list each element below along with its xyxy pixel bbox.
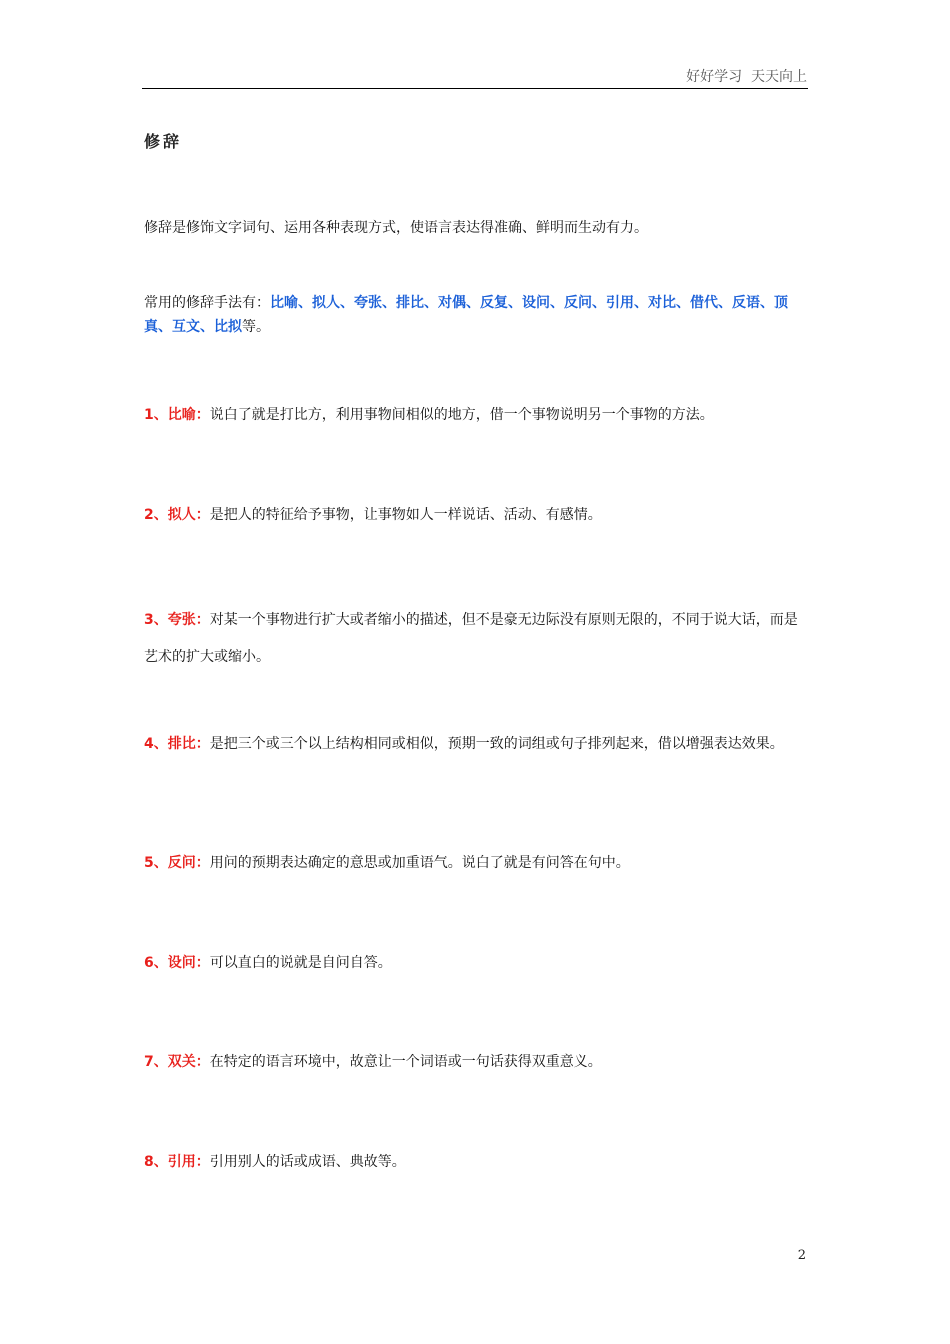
methods-tail: 等。 <box>242 319 270 335</box>
item-parallelism <box>144 726 808 763</box>
page-number: 2 <box>797 1248 806 1263</box>
item-text: 对某一个事物进行扩大或者缩小的描述，但不是豪无边际没有原则无限的，不同于说大话，而是艺术的扩大或缩小。 <box>144 612 798 665</box>
item-label: 4、排比： <box>144 736 210 752</box>
item-label: 3、夸张： <box>144 612 210 628</box>
item-label: 6、设问： <box>144 955 210 971</box>
item-quotation <box>144 1150 808 1174</box>
item-hyperbole <box>144 602 808 676</box>
item-text: 在特定的语言环境中，故意让一个词语或一句话获得双重意义。 <box>209 1054 602 1070</box>
item-text: 可以直白的说就是自问自答。 <box>209 955 392 971</box>
item-hypophora <box>144 951 808 975</box>
item-personification <box>144 503 808 527</box>
item-rhetorical-question <box>144 851 808 875</box>
item-label: 2、拟人： <box>144 507 210 523</box>
item-text: 说白了就是打比方，利用事物间相似的地方，借一个事物说明另一个事物的方法。 <box>209 407 714 423</box>
methods-lead: 常用的修辞手法有： <box>144 295 270 311</box>
item-label: 7、双关： <box>144 1054 210 1070</box>
header-divider <box>142 88 808 89</box>
item-pun <box>144 1050 808 1074</box>
item-text: 是把三个或三个以上结构相同或相似，预期一致的词组或句子排列起来，借以增强表达效果。 <box>209 736 784 752</box>
page-title: 修辞 <box>144 132 183 151</box>
item-text: 用问的预期表达确定的意思或加重语气。说白了就是有问答在句中。 <box>209 855 630 871</box>
methods-list: 比喻、拟人、夸张、排比、对偶、反复、设问、反问、引用、对比、借代、反语、顶真、互文、比拟 <box>144 295 788 335</box>
item-text: 引用别人的话或成语、典故等。 <box>209 1154 406 1170</box>
item-label: 5、反问： <box>144 855 210 871</box>
intro-paragraph: 修辞是修饰文字词句、运用各种表现方式，使语言表达得准确、鲜明而生动有力。 <box>144 220 648 236</box>
header-text: 好好学习 天天向上 <box>686 69 807 85</box>
methods-paragraph <box>144 291 808 339</box>
item-text: 是把人的特征给予事物，让事物如人一样说话、活动、有感情。 <box>209 507 602 523</box>
item-label: 1、比喻： <box>144 407 210 423</box>
item-label: 8、引用： <box>144 1154 210 1170</box>
item-metaphor <box>144 403 808 427</box>
